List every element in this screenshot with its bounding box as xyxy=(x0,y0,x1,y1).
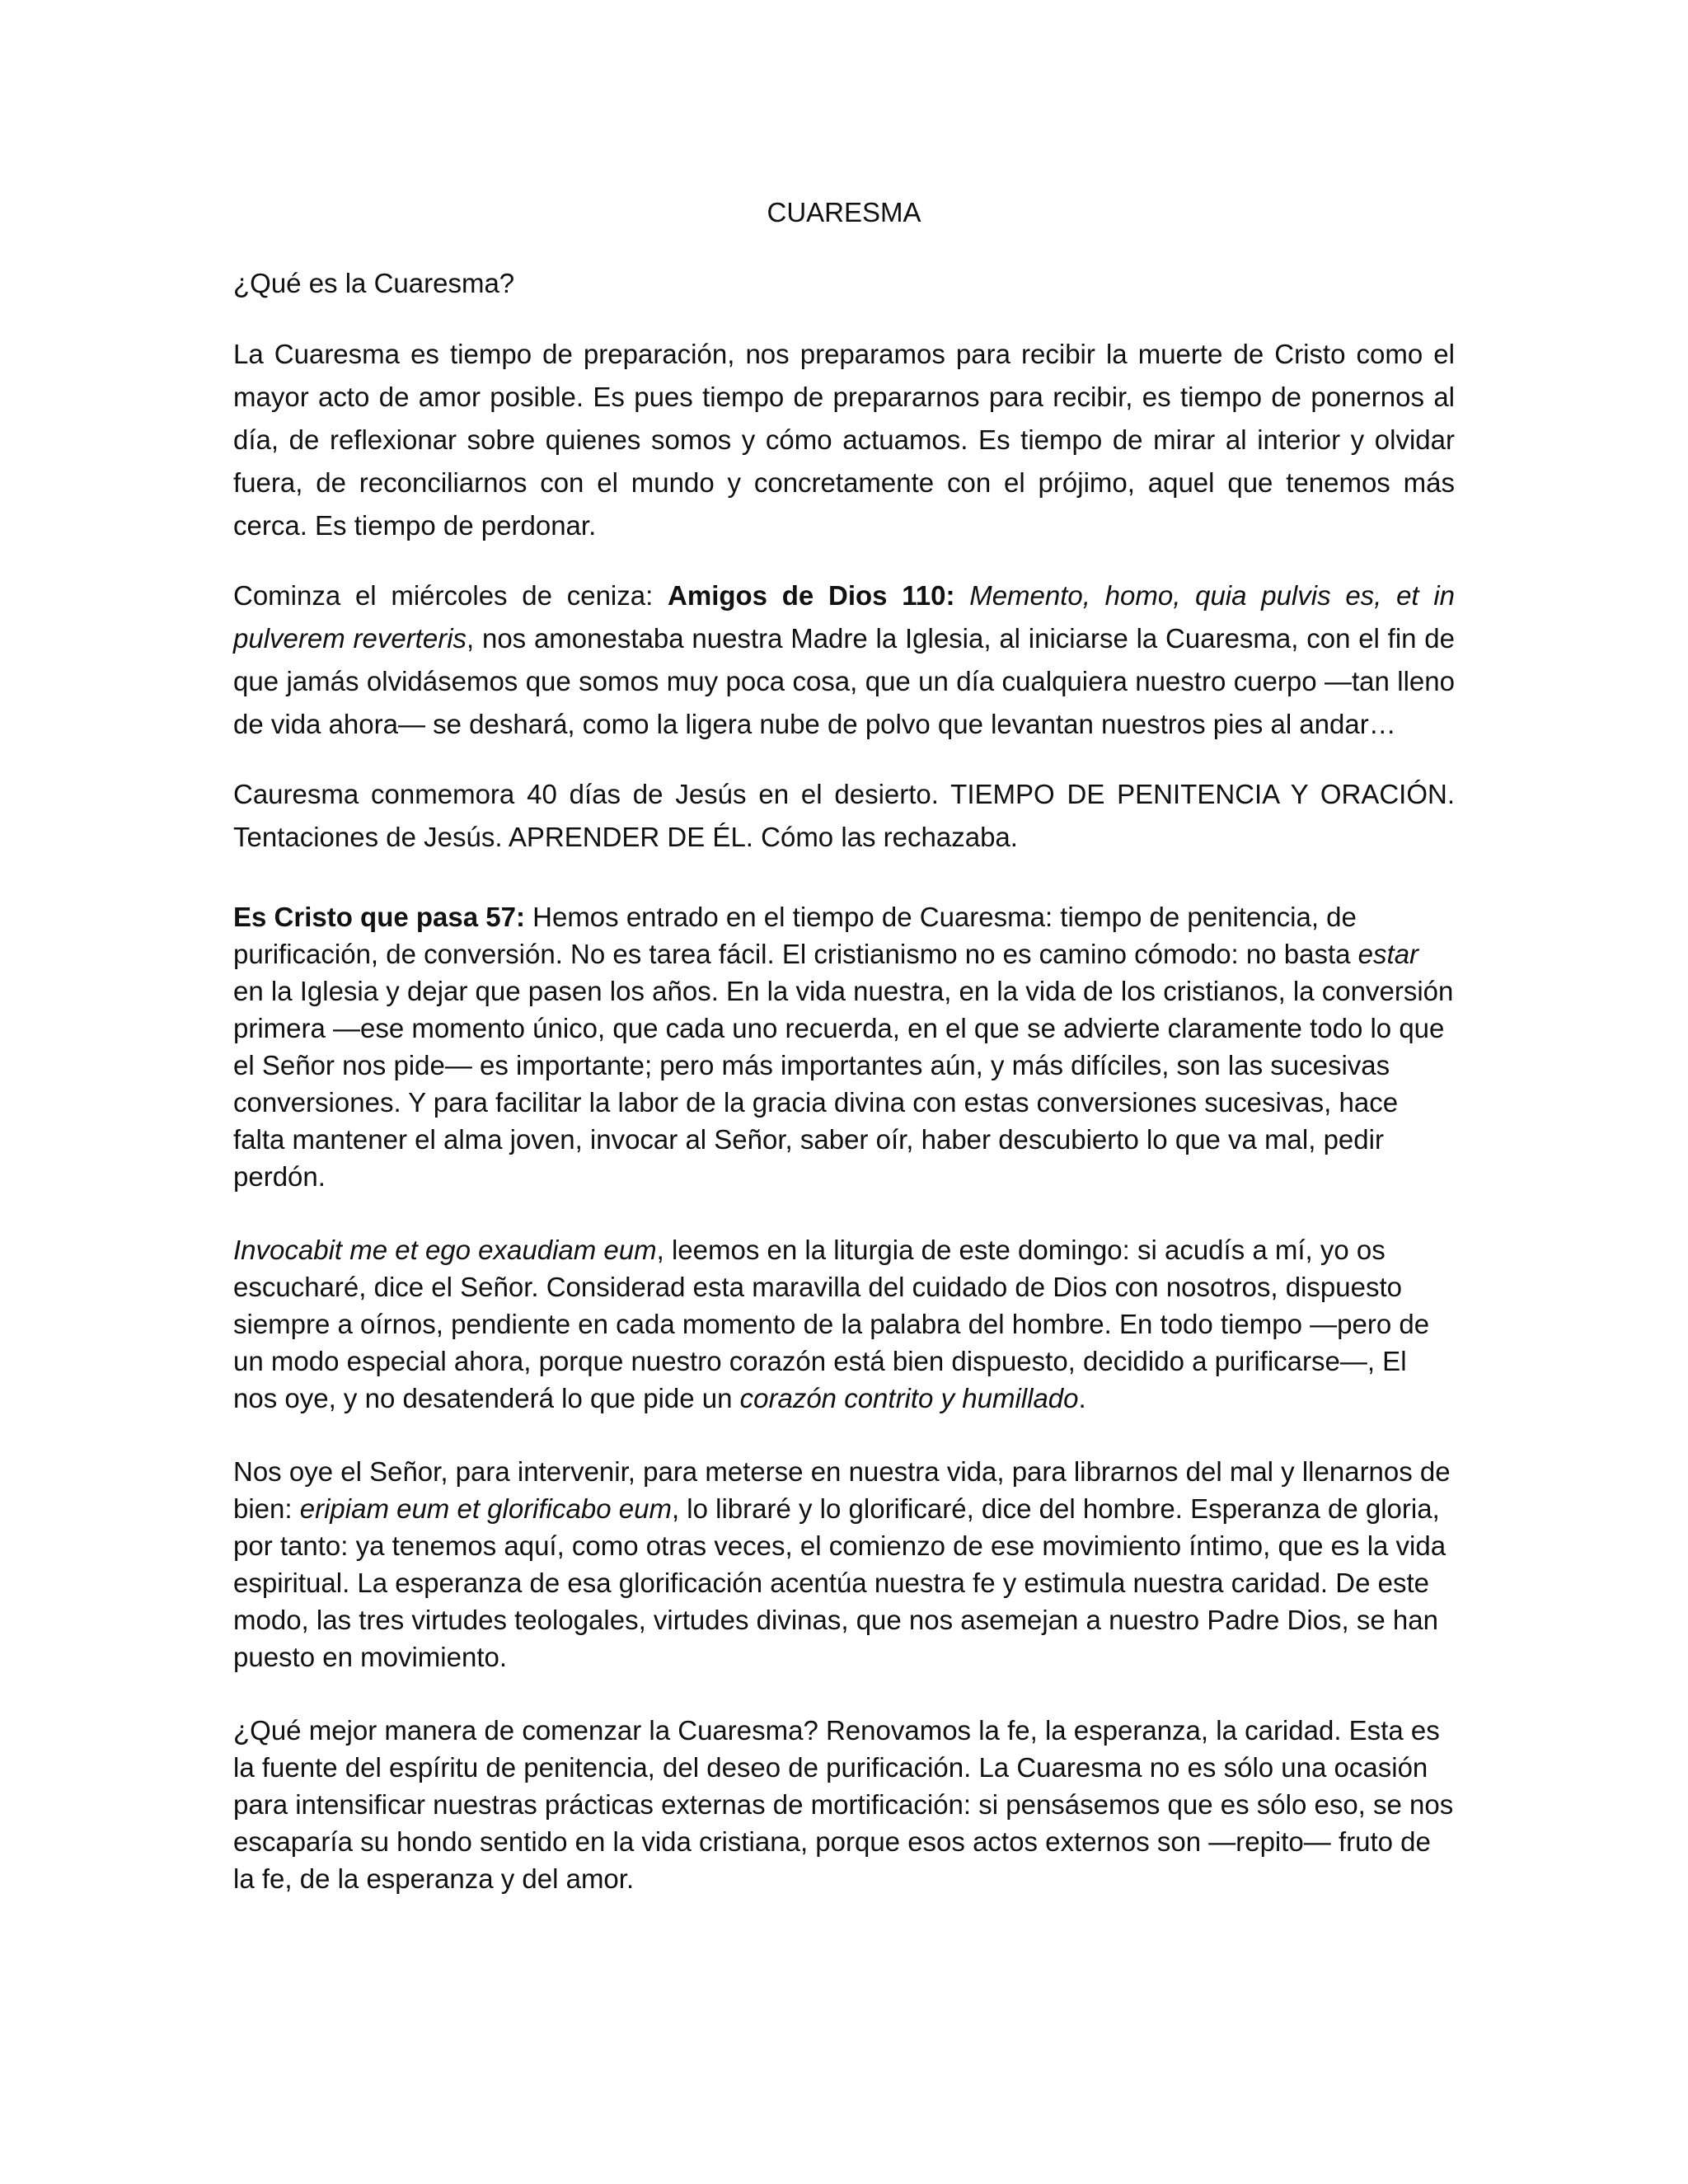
paragraph-3: Cauresma conmemora 40 días de Jesús en el desierto. TIEMPO DE PENITENCIA Y ORACIÓN. Tentaciones de Jesús. APRENDER DE ÉL. Cómo las rechazaba. xyxy=(233,779,1455,852)
paragraph-1: La Cuaresma es tiempo de preparación, nos preparamos para recibir la muerte de Cristo como el mayor acto de amor posible. Es pues tiempo de prepararnos para recibir, es tiempo de ponernos al día, de reflexionar sobre quienes somos y cómo actuamos. Es tiempo de mirar al interior y olvidar fuera, de reconciliarnos con el mundo y concretamente con el prójimo, aquel que tenemos más cerca. Es tiempo de perdonar. xyxy=(233,339,1455,541)
latin-quote-invocabit: Invocabit me et ego exaudiam eum xyxy=(233,1235,657,1265)
paragraph-5 xyxy=(233,1231,1455,1417)
paragraph-4 xyxy=(233,898,1455,1195)
paragraph-7: ¿Qué mejor manera de comenzar la Cuaresma? Renovamos la fe, la esperanza, la caridad. Esta es la fuente del espíritu de penitencia, del deseo de purificación. La Cuaresma no es sólo una ocasión para intensificar nuestras prácticas externas de mortificación: si pensásemos que es sólo eso, se nos escaparía su hondo sentido en la vida cristiana, porque esos actos externos son —repito— fruto de la fe, de la esperanza y del amor. xyxy=(233,1715,1454,1894)
paragraph-6-text-a: Nos oye el Señor, para intervenir, para meterse en nuestra vida, para librarnos del mal y llenarnos de bien: xyxy=(233,1456,1451,1524)
paragraph-6 xyxy=(233,1453,1455,1675)
emphasis-estar: estar xyxy=(1357,939,1419,969)
paragraph-5-text-d: . xyxy=(1078,1383,1086,1413)
emphasis-corazon-contrito: corazón contrito y humillado xyxy=(739,1383,1079,1413)
reference-amigos-de-dios: Amigos de Dios 110: xyxy=(668,580,955,611)
paragraph-2-text-e: , nos amonestaba nuestra Madre la Iglesia, al iniciarse la Cuaresma, con el fin de que jamás olvidásemos que somos muy poca cosa, que un día cualquiera nuestro cuerpo —tan lleno de vida ahora— se deshará, como la ligera nube de polvo que levantan nuestros pies al andar… xyxy=(233,623,1455,739)
paragraph-2 xyxy=(233,574,1455,746)
paragraph-4-text-d: en la Iglesia y dejar que pasen los años. En la vida nuestra, en la vida de los cristianos, la conversión primera —ese momento único, que cada uno recuerda, en el que se advierte claramente todo lo que el Señor nos pide— es importante; pero más importantes aún, y más difíciles, son las sucesivas conversiones. Y para facilitar la labor de la gracia divina con estas conversiones sucesivas, hace falta mantener el alma joven, invocar al Señor, saber oír, haber descubierto lo que va mal, pedir perdón. xyxy=(233,976,1454,1192)
paragraph-2-space xyxy=(954,580,969,611)
paragraph-6-text-c: , lo libraré y lo glorificaré, dice del hombre. Esperanza de gloria, por tanto: ya tenemos aquí, como otras veces, el comienzo de ese movimiento íntimo, que es la vida espiritual. La esperanza de esa glorificación acentúa nuestra fe y estimula nuestra caridad. De este modo, las tres virtudes teologales, virtudes divinas, que nos asemejan a nuestro Padre Dios, se han puesto en movimiento. xyxy=(233,1493,1447,1672)
latin-quote-eripiam: eripiam eum et glorificabo eum xyxy=(299,1493,672,1524)
section-question: ¿Qué es la Cuaresma? xyxy=(233,268,515,298)
paragraph-5-text-b: , leemos en la liturgia de este domingo: si acudís a mí, yo os escucharé, dice el Señor. Considerad esta maravilla del cuidado de Dios con nosotros, dispuesto siempre a oírnos, pendiente en cada momento de la palabra del hombre. En todo tiempo —pero de un modo especial ahora, porque nuestro corazón está bien dispuesto, decidido a purificarse—, El nos oye, y no desatenderá lo que pide un xyxy=(233,1235,1430,1413)
paragraph-2-text-a: Cominza el miércoles de ceniza: xyxy=(233,580,668,611)
reference-es-cristo-que-pasa: Es Cristo que pasa 57: xyxy=(233,902,525,932)
latin-quote-memento: Memento, homo, quia pulvis es, et in pulverem reverteris xyxy=(233,580,1456,654)
document-title: CUARESMA xyxy=(767,197,921,227)
paragraph-4-text-b: Hemos entrado en el tiempo de Cuaresma: tiempo de penitencia, de purificación, de conversión. No es tarea fácil. El cristianismo no es camino cómodo: no basta xyxy=(233,902,1358,969)
document-page xyxy=(233,191,1455,1933)
